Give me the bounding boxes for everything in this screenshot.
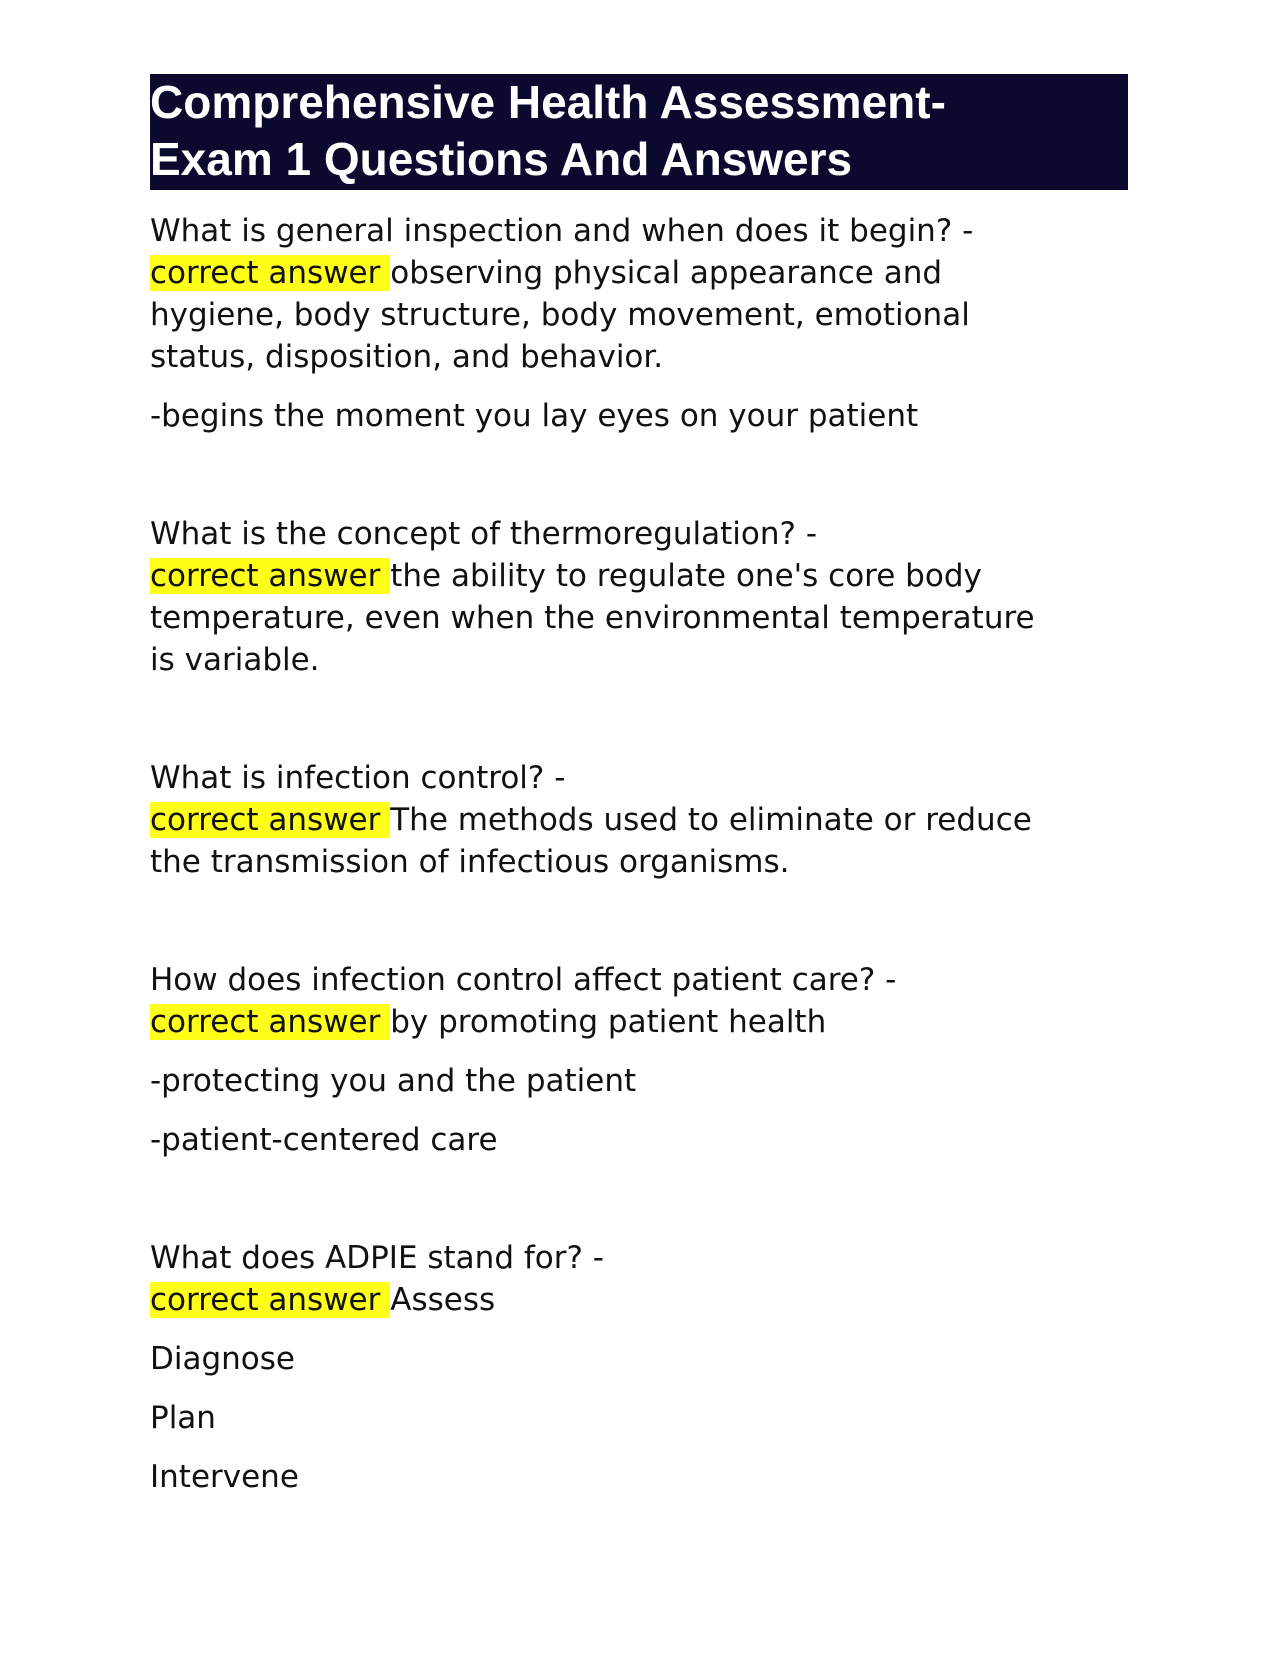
correct-answer-highlight: correct answer xyxy=(150,558,391,594)
qa-item xyxy=(150,513,1130,681)
answer-text: the ability to regulate one's core body xyxy=(390,558,982,594)
question-text: How does infection control affect patient care? - xyxy=(150,962,897,998)
answer-text: observing physical appearance and xyxy=(390,255,943,291)
answer-line xyxy=(150,252,1130,294)
answer-extra: Intervene xyxy=(150,1459,299,1495)
spacer xyxy=(150,437,1130,513)
answer-line: status, disposition, and behavior. xyxy=(150,339,664,375)
spacer xyxy=(150,883,1130,959)
question-text: What is general inspection and when does it begin? - xyxy=(150,213,974,249)
qa-item xyxy=(150,210,1130,437)
title-line-2: Exam 1 Questions And Answers xyxy=(150,133,853,185)
answer-line: temperature, even when the environmental temperature xyxy=(150,600,1035,636)
correct-answer-highlight: correct answer xyxy=(150,1282,391,1318)
answer-line xyxy=(150,555,1130,597)
answer-line: the transmission of infectious organisms. xyxy=(150,844,790,880)
correct-answer-highlight: correct answer xyxy=(150,802,391,838)
qa-item xyxy=(150,757,1130,883)
answer-extra: Diagnose xyxy=(150,1341,295,1377)
answer-line: is variable. xyxy=(150,642,320,678)
answer-line: hygiene, body structure, body movement, emotional xyxy=(150,297,970,333)
answer-text: Assess xyxy=(390,1282,496,1318)
title-banner xyxy=(150,74,1128,190)
question-text: What is the concept of thermoregulation? - xyxy=(150,516,818,552)
correct-answer-highlight: correct answer xyxy=(150,255,391,291)
answer-extra: -begins the moment you lay eyes on your patient xyxy=(150,398,919,434)
answer-text: The methods used to eliminate or reduce xyxy=(390,802,1032,838)
qa-item xyxy=(150,1237,1130,1498)
correct-answer-highlight: correct answer xyxy=(150,1004,391,1040)
spacer xyxy=(150,681,1130,757)
answer-line xyxy=(150,1279,1130,1321)
answer-extra: -patient-centered care xyxy=(150,1122,498,1158)
qa-item xyxy=(150,959,1130,1161)
answer-line xyxy=(150,799,1130,841)
title-line-1: Comprehensive Health Assessment- xyxy=(150,76,946,128)
qa-content xyxy=(150,210,1130,1498)
answer-extra: Plan xyxy=(150,1400,216,1436)
answer-line xyxy=(150,1001,1130,1043)
spacer xyxy=(150,1161,1130,1237)
question-text: What is infection control? - xyxy=(150,760,566,796)
answer-text: by promoting patient health xyxy=(390,1004,827,1040)
answer-extra: -protecting you and the patient xyxy=(150,1063,637,1099)
question-text: What does ADPIE stand for? - xyxy=(150,1240,604,1276)
